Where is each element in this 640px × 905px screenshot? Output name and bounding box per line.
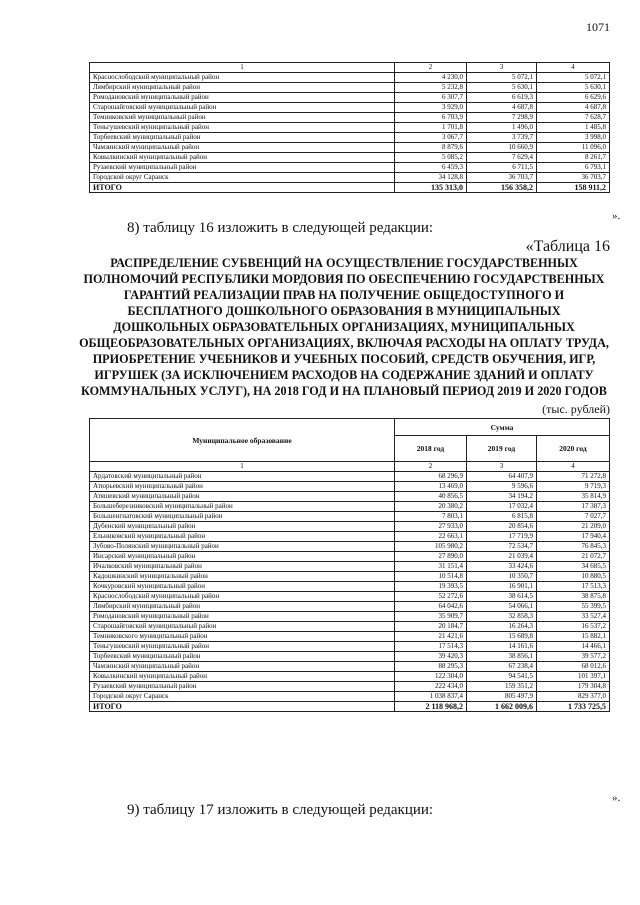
table-row [90, 133, 610, 143]
table-row [90, 173, 610, 183]
value-2019: 36 703,7 [467, 173, 537, 183]
value-2019: 17 719,9 [467, 532, 537, 542]
value-2019: 38 614,5 [467, 592, 537, 602]
value-2019: 10 350,7 [467, 572, 537, 582]
table-row [90, 632, 610, 642]
municipality-name: Большеигнатовский муниципальный район [90, 512, 395, 522]
value-2020: 10 880,5 [537, 572, 610, 582]
value-2019: 64 407,9 [467, 472, 537, 482]
value-2018: 5 232,8 [395, 83, 467, 93]
municipality-name: Кадошкинский муниципальный район [90, 572, 395, 582]
municipality-name: Ковылкинский муниципальный район [90, 153, 395, 163]
municipality-name: Большеберезниковский муниципальный район [90, 502, 395, 512]
table-row [90, 642, 610, 652]
total-2018: 2 118 968,2 [395, 702, 467, 712]
value-2019: 16 264,3 [467, 622, 537, 632]
municipality-name: Торбеевский муниципальный район [90, 133, 395, 143]
municipality-name: Рузаевский муниципальный район [90, 682, 395, 692]
table-row [90, 143, 610, 153]
value-2018: 4 230,0 [395, 73, 467, 83]
value-2020: 76 845,3 [537, 542, 610, 552]
value-2020: 7 027,7 [537, 512, 610, 522]
value-2018: 122 304,0 [395, 672, 467, 682]
municipality-name: Атяшевский муниципальный район [90, 492, 395, 502]
value-2020: 35 814,9 [537, 492, 610, 502]
value-2019: 159 351,2 [467, 682, 537, 692]
table-row [90, 163, 610, 173]
municipality-name: Атюрьевский муниципальный район [90, 482, 395, 492]
municipality-name: Чамзинский муниципальный район [90, 143, 395, 153]
value-2019: 38 856,1 [467, 652, 537, 662]
municipality-name: Рузаевский муниципальный район [90, 163, 395, 173]
municipality-name: Ельниковский муниципальный район [90, 532, 395, 542]
municipality-name: Торбеевский муниципальный район [90, 652, 395, 662]
column-number: 1 [90, 462, 395, 472]
table-row [90, 512, 610, 522]
header-2020: 2020 год [537, 436, 610, 462]
table-row [90, 572, 610, 582]
table-row [90, 93, 610, 103]
value-2019: 34 194,2 [467, 492, 537, 502]
value-2018: 1 038 837,4 [395, 692, 467, 702]
table-row [90, 532, 610, 542]
value-2019: 1 496,0 [467, 123, 537, 133]
municipality-name: Краснослободский муниципальный район [90, 73, 395, 83]
table-row [90, 582, 610, 592]
value-2020: 8 261,7 [537, 153, 610, 163]
value-2018: 13 469,0 [395, 482, 467, 492]
table-row [90, 103, 610, 113]
column-number: 3 [467, 462, 537, 472]
value-2018: 19 393,5 [395, 582, 467, 592]
value-2020: 1 485,8 [537, 123, 610, 133]
value-2020: 39 577,2 [537, 652, 610, 662]
value-2018: 39 420,3 [395, 652, 467, 662]
value-2018: 20 380,2 [395, 502, 467, 512]
value-2020: 68 012,6 [537, 662, 610, 672]
instruction-table-16: 8) таблицу 16 изложить в следующей редакции: [127, 220, 434, 236]
table-row [90, 562, 610, 572]
total-label: ИТОГО [90, 702, 395, 712]
value-2019: 7 298,9 [467, 113, 537, 123]
value-2019: 14 161,6 [467, 642, 537, 652]
table-previous [89, 62, 610, 193]
total-label: ИТОГО [90, 183, 395, 193]
value-2020: 16 537,2 [537, 622, 610, 632]
municipality-name: Теньгушевский муниципальный район [90, 123, 395, 133]
value-2018: 27 890,0 [395, 552, 467, 562]
value-2020: 829 377,0 [537, 692, 610, 702]
municipality-name: Городской округ Саранск [90, 173, 395, 183]
table-row [90, 652, 610, 662]
value-2018: 34 128,8 [395, 173, 467, 183]
table-row [90, 492, 610, 502]
value-2020: 36 703,7 [537, 173, 610, 183]
municipality-name: Зубово-Полянский муниципальный район [90, 542, 395, 552]
value-2020: 101 397,1 [537, 672, 610, 682]
total-2019: 1 662 009,6 [467, 702, 537, 712]
municipality-name: Старошайговский муниципальный район [90, 622, 395, 632]
value-2019: 15 689,8 [467, 632, 537, 642]
value-2018: 21 421,6 [395, 632, 467, 642]
value-2019: 20 854,6 [467, 522, 537, 532]
value-2019: 805 497,9 [467, 692, 537, 702]
column-number: 4 [537, 63, 610, 73]
page-number: 1071 [586, 20, 610, 34]
value-2020: 14 466,1 [537, 642, 610, 652]
table-row [90, 552, 610, 562]
value-2018: 10 514,8 [395, 572, 467, 582]
total-2019: 156 358,2 [467, 183, 537, 193]
value-2018: 88 295,3 [395, 662, 467, 672]
value-2019: 5 072,1 [467, 73, 537, 83]
value-2018: 3 067,7 [395, 133, 467, 143]
total-2020: 1 733 725,5 [537, 702, 610, 712]
table-row [90, 123, 610, 133]
value-2018: 6 703,9 [395, 113, 467, 123]
value-2020: 21 072,7 [537, 552, 610, 562]
value-2019: 94 541,5 [467, 672, 537, 682]
value-2019: 67 238,4 [467, 662, 537, 672]
value-2020: 7 628,7 [537, 113, 610, 123]
value-2018: 6 459,3 [395, 163, 467, 173]
value-2018: 20 184,7 [395, 622, 467, 632]
municipality-name: Ромодановский муниципальный район [90, 612, 395, 622]
table-row [90, 113, 610, 123]
municipality-name: Инсарский муниципальный район [90, 552, 395, 562]
total-row [90, 702, 610, 712]
value-2018: 8 879,6 [395, 143, 467, 153]
value-2020: 71 272,8 [537, 472, 610, 482]
value-2019: 4 687,8 [467, 103, 537, 113]
value-2020: 11 096,0 [537, 143, 610, 153]
value-2019: 9 596,6 [467, 482, 537, 492]
value-2020: 6 629,6 [537, 93, 610, 103]
value-2018: 7 803,1 [395, 512, 467, 522]
table-previous-closing-quote: ». [612, 210, 621, 222]
total-2020: 158 911,2 [537, 183, 610, 193]
value-2019: 3 739,7 [467, 133, 537, 143]
header-2019: 2019 год [467, 436, 537, 462]
municipality-name: Чамзинский муниципальный район [90, 662, 395, 672]
header-entity: Муниципальное образование [90, 419, 395, 462]
value-2019: 72 534,7 [467, 542, 537, 552]
table-row [90, 472, 610, 482]
table-row [90, 692, 610, 702]
municipality-name: Дубенский муниципальный район [90, 522, 395, 532]
value-2019: 17 032,4 [467, 502, 537, 512]
table-row [90, 542, 610, 552]
municipality-name: Темниковского муниципальный район [90, 632, 395, 642]
value-2018: 31 151,4 [395, 562, 467, 572]
value-2020: 38 875,8 [537, 592, 610, 602]
value-2020: 21 209,0 [537, 522, 610, 532]
value-2019: 6 711,5 [467, 163, 537, 173]
municipality-name: Темниковский муниципальный район [90, 113, 395, 123]
value-2020: 33 527,4 [537, 612, 610, 622]
value-2020: 6 793,1 [537, 163, 610, 173]
table-row [90, 672, 610, 682]
municipality-name: Городской округ Саранск [90, 692, 395, 702]
column-number: 1 [90, 63, 395, 73]
municipality-name: Лямбирский муниципальный район [90, 602, 395, 612]
table-row [90, 682, 610, 692]
value-2018: 105 980,2 [395, 542, 467, 552]
value-2019: 7 629,4 [467, 153, 537, 163]
header-2018: 2018 год [395, 436, 467, 462]
value-2019: 33 424,6 [467, 562, 537, 572]
value-2020: 55 399,5 [537, 602, 610, 612]
column-number: 3 [467, 63, 537, 73]
table-16-label: «Таблица 16 [525, 238, 610, 255]
column-number: 2 [395, 63, 467, 73]
municipality-name: Ичалковский муниципальный район [90, 562, 395, 572]
value-2019: 16 901,1 [467, 582, 537, 592]
value-2019: 5 630,1 [467, 83, 537, 93]
value-2020: 179 304,8 [537, 682, 610, 692]
value-2019: 21 039,4 [467, 552, 537, 562]
value-2018: 22 663,1 [395, 532, 467, 542]
municipality-name: Кочкуровский муниципальный район [90, 582, 395, 592]
value-2019: 10 660,9 [467, 143, 537, 153]
value-2020: 4 687,8 [537, 103, 610, 113]
table-row [90, 592, 610, 602]
municipality-name: Лямбирский муниципальный район [90, 83, 395, 93]
column-number-row [90, 462, 610, 472]
value-2019: 6 619,3 [467, 93, 537, 103]
table-row [90, 662, 610, 672]
table-row [90, 153, 610, 163]
value-2020: 17 387,3 [537, 502, 610, 512]
municipality-name: Ромодановский муниципальный район [90, 93, 395, 103]
value-2018: 35 909,7 [395, 612, 467, 622]
total-row [90, 183, 610, 193]
value-2020: 9 719,3 [537, 482, 610, 492]
value-2019: 32 858,3 [467, 612, 537, 622]
table-row [90, 73, 610, 83]
instruction-table-17: 9) таблицу 17 изложить в следующей редакции: [127, 802, 434, 818]
table-row [90, 622, 610, 632]
column-number: 2 [395, 462, 467, 472]
value-2020: 17 513,3 [537, 582, 610, 592]
table-16 [89, 418, 610, 712]
municipality-name: Теньгушевский муниципальный район [90, 642, 395, 652]
table-row [90, 502, 610, 512]
table-row [90, 482, 610, 492]
municipality-name: Старошайговский муниципальный район [90, 103, 395, 113]
value-2019: 54 066,1 [467, 602, 537, 612]
value-2018: 222 434,0 [395, 682, 467, 692]
value-2018: 68 296,9 [395, 472, 467, 482]
value-2020: 17 940,4 [537, 532, 610, 542]
value-2018: 52 272,6 [395, 592, 467, 602]
municipality-name: Ардатовский муниципальный район [90, 472, 395, 482]
value-2018: 5 085,2 [395, 153, 467, 163]
value-2018: 27 933,0 [395, 522, 467, 532]
value-2018: 1 701,8 [395, 123, 467, 133]
value-2020: 34 685,5 [537, 562, 610, 572]
column-number-row [90, 63, 610, 73]
value-2019: 6 815,8 [467, 512, 537, 522]
table-16-closing-quote: ». [612, 792, 621, 804]
municipality-name: Краснослободский муниципальный район [90, 592, 395, 602]
table-row [90, 612, 610, 622]
table-row [90, 83, 610, 93]
value-2018: 17 514,3 [395, 642, 467, 652]
value-2020: 3 998,0 [537, 133, 610, 143]
value-2020: 5 072,1 [537, 73, 610, 83]
table-16-title: РАСПРЕДЕЛЕНИЕ СУБВЕНЦИЙ НА ОСУЩЕСТВЛЕНИЕ ГОСУДАРСТВЕННЫХ ПОЛНОМОЧИЙ РЕСПУБЛИКИ МОРДОВИЯ ПО ОБЕСПЕЧЕНИЮ ГОСУДАРСТВЕННЫХ ГАРАНТИЙ РЕАЛИЗАЦИИ ПРАВ НА ПОЛУЧЕНИЕ ОБЩЕДОСТУПНОГО И БЕСПЛАТНОГО ДОШКОЛЬНОГО ОБРАЗОВАНИЯ В МУНИЦИПАЛЬНЫХ ДОШКОЛЬНЫХ ОБРАЗОВАТЕЛЬНЫХ ОРГАНИЗАЦИЯХ, МУНИЦИПАЛЬНЫХ ОБЩЕОБРАЗОВАТЕЛЬНЫХ ОРГАНИЗАЦИЯХ, ВКЛЮЧАЯ РАСХОДЫ НА ОПЛАТУ ТРУДА, ПРИОБРЕТЕНИЕ УЧЕБНИКОВ И УЧЕБНЫХ ПОСОБИЙ, СРЕДСТВ ОБУЧЕНИЯ, ИГР, ИГРУШЕК (ЗА ИСКЛЮЧЕНИЕМ РАСХОДОВ НА СОДЕРЖАНИЕ ЗДАНИЙ И ОПЛАТУ КОММУНАЛЬНЫХ УСЛУГ), НА 2018 ГОД И НА ПЛАНОВЫЙ ПЕРИОД 2019 И 2020 ГОДОВ [79, 256, 609, 398]
header-sum: Сумма [395, 419, 610, 436]
value-2018: 40 856,5 [395, 492, 467, 502]
value-2018: 3 929,0 [395, 103, 467, 113]
units-label: (тыс. рублей) [542, 402, 610, 416]
value-2020: 5 630,1 [537, 83, 610, 93]
total-2018: 135 313,0 [395, 183, 467, 193]
municipality-name: Ковылкинский муниципальный район [90, 672, 395, 682]
table-row [90, 602, 610, 612]
value-2018: 6 307,7 [395, 93, 467, 103]
value-2020: 15 882,1 [537, 632, 610, 642]
value-2018: 64 042,6 [395, 602, 467, 612]
column-number: 4 [537, 462, 610, 472]
table-row [90, 522, 610, 532]
